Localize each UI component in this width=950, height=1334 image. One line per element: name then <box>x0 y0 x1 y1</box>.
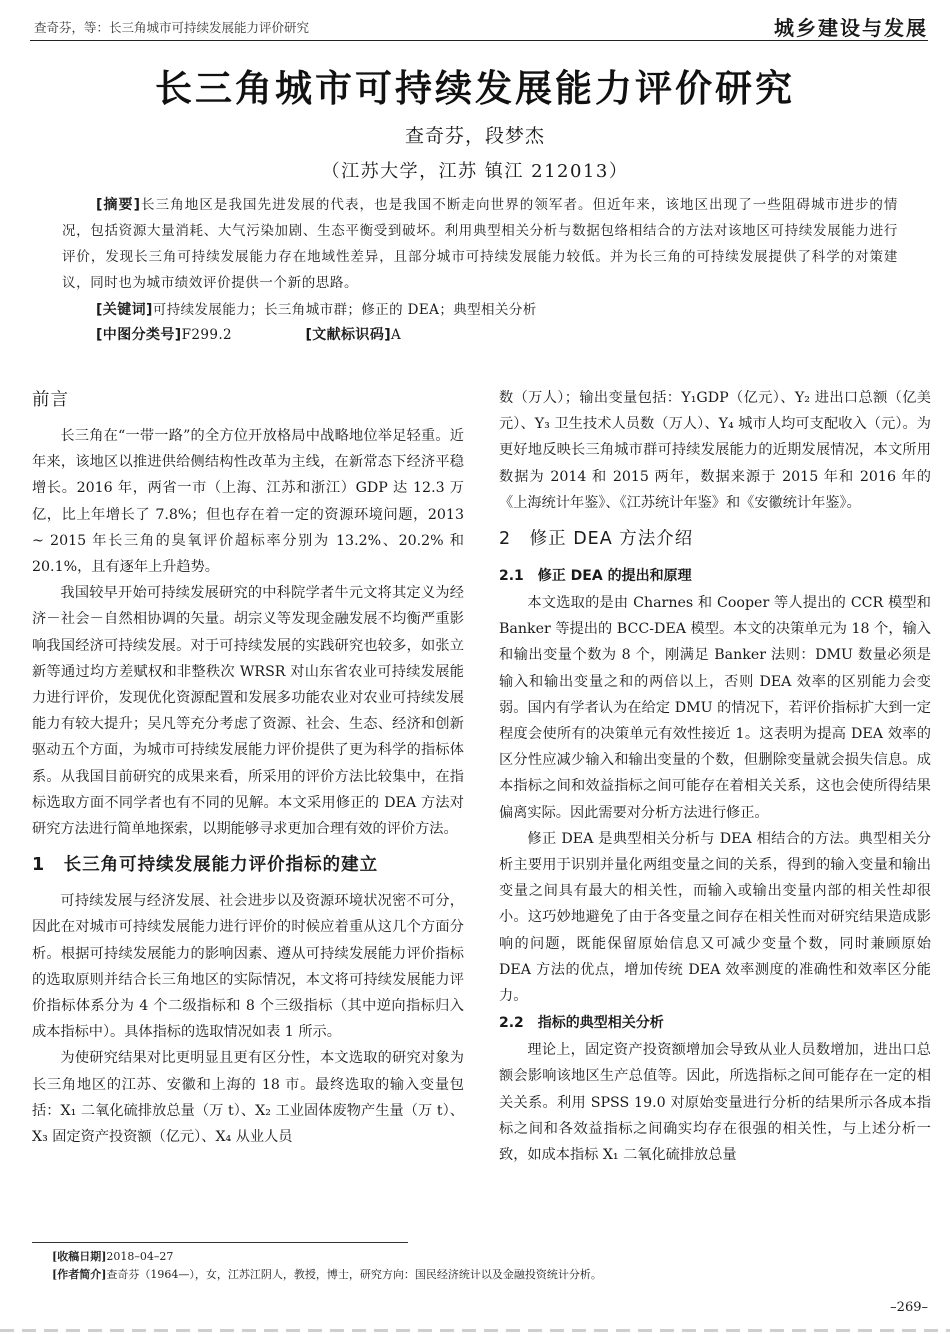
affiliation: （江苏大学，江苏 镇江 212013） <box>321 161 629 182</box>
page-header <box>30 10 928 41</box>
received-label: [收稿日期] <box>52 1250 107 1263</box>
author-bio-text: 查奇芬（1964—），女，江苏江阴人，教授，博士，研究方向：国民经济统计以及金融投资统计分析。 <box>106 1268 602 1281</box>
author-bio <box>52 1266 602 1282</box>
running-head: 查奇芬，等：长三角城市可持续发展能力评价研究 <box>34 20 310 35</box>
clc-value: F299.2 <box>181 327 233 343</box>
paragraph: 我国较早开始可持续发展研究的中科院学者牛元文将其定义为经济－社会－自然相协调的矢量。胡宗义等发现金融发展不均衡严重影响我国经济可持续发展。对于可持续发展的实践研究也较多，如张立新等通过均方差赋权和非整秩次 WRSR 对山东省农业可持续发展能力进行评价，发现优化资源配置和发展多功能农业对农业可持续发展能力有较大提升；吴凡等充分考虑了资源、社会、生态、经济和创新驱动五个方面，为城市可持续发展能力评价提供了更为科学的指标体系。从我国目前研究的成果来看，所采用的评价方法比较集中，在指标选取方面不同学者也有不同的见解。本文采用修正的 DEA 方法对研究方法进行简单地探索，以期能够寻求更加合理有效的评价方法。 <box>32 585 464 838</box>
page-number: –269– <box>890 1300 928 1315</box>
paragraph: 为使研究结果对比更明显且更有区分性，本文选取的研究对象为长三角地区的江苏、安徽和上海的 18 市。最终选取的输入变量包括：X₁ 二氧化硫排放总量（万 t）、X₂ 工业固体废物产生量（万 t）、X₃ 固定资产投资额（亿元）、X₄ 从业人员 <box>32 1050 464 1146</box>
paragraph: 长三角在“一带一路”的全方位开放格局中战略地位举足轻重。近年来，该地区以推进供给侧结构性改革为主线，在新常态下经济平稳增长。2016 年，两省一市（上海、江苏和浙江）GDP 达 12.3 万亿，比上年增长了 7.8%；但也存在着一定的资源环境问题，2013 ~ 2015 年长三角的臭氧评价超标率分别为 13.2%、20.2% 和 20.1%，且有逐年上升趋势。 <box>32 428 464 576</box>
keywords-line <box>96 298 537 319</box>
keywords-text: 可持续发展能力；长三角城市群；修正的 DEA；典型相关分析 <box>152 302 537 318</box>
clc-label: [中图分类号] <box>96 327 182 343</box>
paragraph: 数（万人）；输出变量包括：Y₁GDP（亿元）、Y₂ 进出口总额（亿美元）、Y₃ 卫生技术人员数（万人）、Y₄ 城市人均可支配收入（元）。为更好地反映长三角城市群可持续发展能力的近期发展情况，本文所用数据为 2014 和 2015 两年，数据来源于 2015 年和 2016 年的《上海统计年鉴》、《江苏统计年鉴》和《安徽统计年鉴》。 <box>499 390 931 511</box>
abstract <box>62 192 898 296</box>
abstract-label: [摘要] <box>96 197 141 213</box>
subsection-heading-2-2: 2.2 指标的典型相关分析 <box>499 1015 664 1032</box>
left-column <box>32 383 464 1150</box>
paragraph: 理论上，固定资产投资额增加会导致从业人员数增加，进出口总额会影响该地区生产总值等。因此，所选指标之间可能存在一定的相关关系。利用 SPSS 19.0 对原始变量进行分析的结果所示各成本指标之间和各效益指标之间确实均存在很强的相关性，与上述分析一致，如成本指标 X₁ 二氧化硫排放总量 <box>499 1042 931 1164</box>
subsection-heading-2-1: 2.1 修正 DEA 的提出和原理 <box>499 568 692 585</box>
doc-code-value: A <box>391 327 402 343</box>
received-date <box>52 1248 173 1264</box>
classification-line <box>96 324 401 344</box>
section-heading-1: 1 长三角可持续发展能力评价指标的建立 <box>32 855 379 876</box>
paper-title: 长三角城市可持续发展能力评价研究 <box>155 67 795 110</box>
author-bio-label: [作者简介] <box>52 1268 107 1281</box>
doc-code-label: [文献标识码] <box>305 327 392 343</box>
bottom-edge <box>0 1329 950 1332</box>
preface-heading: 前言 <box>32 390 69 410</box>
paragraph: 可持续发展与经济发展、社会进步以及资源环境状况密不可分，因此在对城市可持续发展能力进行评价的时候应着重从这几个方面分析。根据可持续发展能力的影响因素、遵从可持续发展能力评价指标的选取原则并结合长三角地区的实际情况，本文将可持续发展能力评价指标体系分为 4 个二级指标和 8 个三级指标（其中逆向指标归入成本指标中）。具体指标的选取情况如表 1 所示。 <box>32 893 464 1041</box>
authors: 查奇芬，段梦杰 <box>404 125 545 147</box>
keywords-label: [关键词] <box>96 302 153 318</box>
section-heading-2: 2 修正 DEA 方法介绍 <box>499 529 694 550</box>
abstract-text: 长三角地区是我国先进发展的代表，也是我国不断走向世界的领军者。但近年来，该地区出现了一些阻碍城市进步的情况，包括资源大量消耗、大气污染加剧、生态平衡受到破坏。利用典型相关分析与数据包络相结合的方法对该地区可持续发展能力进行评价，发现长三角可持续发展能力存在地域性差异，且部分城市可持续发展能力较低。并为长三角的可持续发展提供了科学的对策建议，同时也为城市绩效评价提供一个新的思路。 <box>62 197 898 291</box>
paragraph: 修正 DEA 是典型相关分析与 DEA 相结合的方法。典型相关分析主要用于识别并量化两组变量之间的关系，得到的输入变量和输出变量之间具有最大的相关性，而输入或输出变量内部的相关性却很小。这巧妙地避免了由于各变量之间存在相关性而对研究结果造成影响的问题，既能保留原始信息又可减少变量个数，同时兼顾原始 DEA 方法的优点，增加传统 DEA 效率测度的准确性和效率区分能力。 <box>499 830 931 1005</box>
right-column <box>499 385 931 1168</box>
journal-name: 城乡建设与发展 <box>774 16 928 40</box>
paragraph: 本文选取的是由 Charnes 和 Cooper 等人提出的 CCR 模型和 Banker 等提出的 BCC-DEA 模型。本文的决策单元为 18 个，输入和输出变量个数为 8 个，刚满足 Banker 法则：DMU 数量必须是输入和输出变量之和的两倍以上，否则 DEA 效率的区别能力会变弱。国内有学者认为在给定 DMU 的情况下，若评价指标扩大到一定程度会使所有的决策单元有效性接近 1。这表明为提高 DEA 效率的区分性应减少输入和输出变量的个数，但删除变量就会损失信息。成本指标之间和效益指标之间可能存在着相关关系，这也会使所得结果偏离实际。因此需要对分析方法进行修正。 <box>499 595 931 821</box>
received-value: 2018–04–27 <box>106 1250 174 1263</box>
footnote-divider <box>32 1242 408 1243</box>
